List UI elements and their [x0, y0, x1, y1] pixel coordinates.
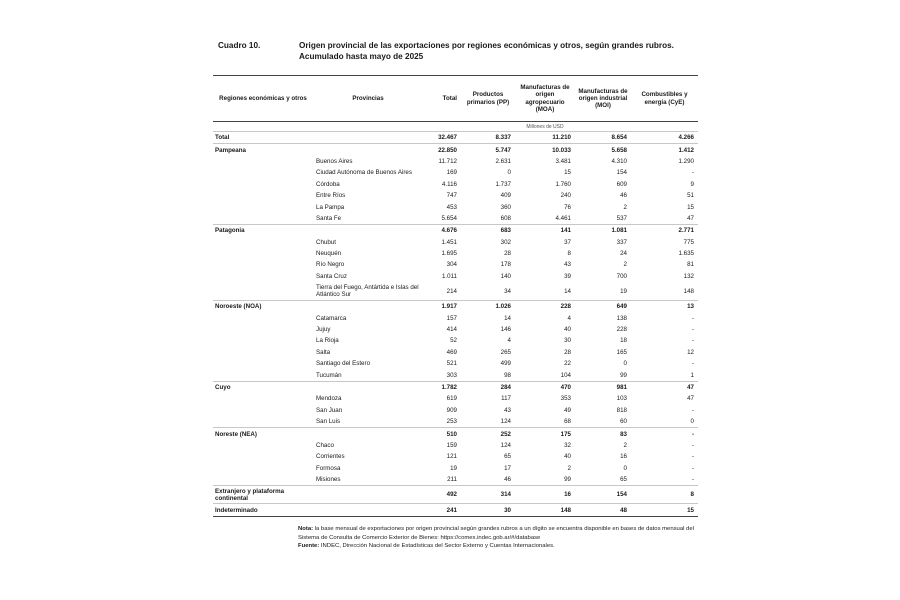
cell-moi: 337: [616, 238, 627, 246]
province-row: [213, 167, 698, 178]
cell-moa: 228: [515, 301, 575, 313]
cell-total: 241: [423, 504, 461, 516]
cell-cye: 51: [687, 192, 694, 200]
cell-total: 159: [446, 441, 457, 449]
cell-total: 453: [446, 203, 457, 211]
cell-moi: 700: [616, 272, 627, 280]
cell-region: [213, 335, 313, 346]
cell-pp: 1.737: [495, 180, 511, 188]
cell-province: Tucumán: [316, 371, 342, 379]
cell-region: Noroeste (NOA): [213, 301, 313, 313]
cell-moi: 165: [616, 348, 627, 356]
cell-moi: 99: [620, 371, 627, 379]
cell-pp: 302: [500, 238, 511, 246]
cell-moa: 10.033: [515, 144, 575, 156]
header-moi: Manufacturas de origen industrial (MOI): [575, 76, 631, 122]
cell-pp: 4: [507, 337, 511, 345]
cell-moa: 39: [564, 272, 571, 280]
header-total: Total: [423, 76, 461, 122]
province-row: [213, 451, 698, 462]
cell-moi: 2: [623, 203, 627, 211]
cell-region: [213, 282, 313, 301]
cell-pp: 14: [504, 314, 511, 322]
table-body: [213, 132, 698, 517]
province-row: [213, 405, 698, 416]
header-cye: Combustibles y energía (CyE): [631, 76, 698, 122]
cell-moa: 4.461: [555, 214, 571, 222]
cell-moi: 818: [616, 406, 627, 414]
cell-moa: 353: [560, 395, 571, 403]
province-row: [213, 335, 698, 346]
cell-region: [213, 167, 313, 178]
cell-moi: 65: [620, 476, 627, 484]
cell-moi: 5.658: [575, 144, 631, 156]
cell-moa: 175: [515, 428, 575, 440]
cell-total: 11.712: [438, 157, 457, 165]
cell-province: La Rioja: [316, 337, 339, 345]
cell-cye: 47: [687, 395, 694, 403]
cell-province: San Luis: [316, 418, 341, 426]
cell-total: 19: [450, 464, 457, 472]
cell-total: 521: [446, 360, 457, 368]
caption-title-line2: Acumulado hasta mayo de 2025: [299, 52, 424, 61]
cell-cye: -: [691, 169, 694, 177]
cell-moa: 30: [564, 337, 571, 345]
header-region: Regiones económicas y otros: [213, 76, 313, 122]
cell-moi: 46: [620, 192, 627, 200]
cell-region: [213, 259, 313, 270]
cell-total: 1.451: [441, 238, 457, 246]
cell-cye: 1.635: [678, 250, 694, 258]
province-row: [213, 201, 698, 212]
cell-cye: -: [691, 441, 694, 449]
cell-moa: 22: [564, 360, 571, 368]
cell-province: Salta: [316, 348, 331, 356]
caption-title-line1: Origen provincial de las exportaciones por regiones económicas y otros, según grandes rubros.: [299, 41, 674, 50]
cell-total: 5.654: [441, 214, 457, 222]
cell-moi: 2: [623, 261, 627, 269]
cell-moa: 15: [564, 169, 571, 177]
cell-pp: 124: [500, 441, 511, 449]
cell-cye: 2.771: [631, 225, 698, 237]
cell-total: 169: [446, 169, 457, 177]
cell-region: [213, 156, 313, 167]
cell-province: Santiago del Estero: [316, 360, 371, 368]
cell-cye: 148: [683, 287, 694, 295]
cell-pp: 409: [500, 192, 511, 200]
cell-total: 157: [446, 314, 457, 322]
cell-cye: 1: [690, 371, 694, 379]
table-header: [213, 76, 698, 132]
cell-moi: 649: [575, 301, 631, 313]
cell-region: Pampeana: [213, 144, 313, 156]
cell-region: [213, 405, 313, 416]
cell-moi: 8.654: [575, 132, 631, 144]
cell-region: [213, 347, 313, 358]
province-row: [213, 248, 698, 259]
cell-province: [313, 225, 423, 237]
cell-moi: 1.081: [575, 225, 631, 237]
cell-pp: 65: [504, 453, 511, 461]
cell-cye: 13: [631, 301, 698, 313]
province-row: [213, 190, 698, 201]
cell-province: Catamarca: [316, 314, 347, 322]
cell-pp: 30: [461, 504, 515, 516]
cell-cye: 15: [687, 203, 694, 211]
cell-province: [313, 381, 423, 393]
cell-total: 303: [446, 371, 457, 379]
cell-region: [213, 312, 313, 323]
province-row: [213, 312, 698, 323]
cell-cye: 9: [690, 180, 694, 188]
cell-province: San Juan: [316, 406, 343, 414]
cell-pp: 284: [461, 381, 515, 393]
caption-number: Cuadro 10.: [218, 41, 261, 50]
cell-cye: -: [691, 314, 694, 322]
cell-cye: -: [691, 337, 694, 345]
cell-moi: 60: [620, 418, 627, 426]
cell-cye: 47: [631, 381, 698, 393]
cell-cye: -: [691, 326, 694, 334]
cell-province: Jujuy: [316, 326, 331, 334]
cell-region: Total: [213, 132, 313, 144]
cell-moi: 138: [616, 314, 627, 322]
cell-total: 4.676: [423, 225, 461, 237]
caption-title: [299, 40, 699, 62]
cell-province: Neuquén: [316, 250, 342, 258]
cell-total: 211: [447, 476, 457, 484]
cell-province: Santa Fe: [316, 214, 342, 222]
cell-moa: 8: [567, 250, 571, 258]
cell-pp: 1.026: [461, 301, 515, 313]
note-paragraph: [298, 525, 698, 542]
cell-pp: 8.337: [461, 132, 515, 144]
cell-region: [213, 179, 313, 190]
cell-total: 214: [446, 287, 457, 295]
province-row: [213, 324, 698, 335]
cell-moi: 16: [620, 453, 627, 461]
cell-region: [213, 237, 313, 248]
province-row: [213, 440, 698, 451]
cell-total: 510: [423, 428, 461, 440]
cell-moi: 609: [616, 180, 627, 188]
cell-moi: 2: [623, 441, 627, 449]
province-row: [213, 358, 698, 369]
cell-pp: 265: [500, 348, 511, 356]
cell-province: Tierra del Fuego, Antártida e Islas del Atlántico Sur: [316, 284, 419, 299]
region-row: [213, 225, 698, 237]
cell-province: [313, 144, 423, 156]
cell-province: Santa Cruz: [316, 272, 347, 280]
cell-total: 469: [446, 348, 457, 356]
cell-pp: 124: [500, 418, 511, 426]
source-text: INDEC, Dirección Nacional de Estadísticas del Sector Externo y Cuentas Internacionales.: [319, 543, 555, 549]
cell-total: 1.782: [423, 381, 461, 393]
cell-total: 619: [446, 395, 457, 403]
cell-cye: -: [691, 464, 694, 472]
cell-region: [213, 190, 313, 201]
cell-moa: 148: [515, 504, 575, 516]
cell-cye: -: [631, 428, 698, 440]
cell-cye: -: [691, 406, 694, 414]
cell-region: Noreste (NEA): [213, 428, 313, 440]
cell-pp: 140: [500, 272, 511, 280]
province-row: [213, 259, 698, 270]
cell-pp: 314: [461, 486, 515, 504]
cell-total: 492: [423, 486, 461, 504]
province-row: [213, 369, 698, 381]
cell-region: [213, 416, 313, 428]
province-row: [213, 156, 698, 167]
cell-moi: 154: [575, 486, 631, 504]
cell-moa: 3.481: [555, 157, 571, 165]
cell-region: Cuyo: [213, 381, 313, 393]
cell-province: [313, 132, 423, 144]
cell-cye: 1.290: [678, 157, 694, 165]
cell-total: 121: [446, 453, 457, 461]
cell-total: 4.116: [441, 180, 457, 188]
cell-total: 1.695: [441, 250, 457, 258]
province-row: [213, 237, 698, 248]
region-row: [213, 301, 698, 313]
cell-moi: 24: [620, 250, 627, 258]
cell-moa: 76: [564, 203, 571, 211]
cell-moa: 68: [564, 418, 571, 426]
cell-region: [213, 451, 313, 462]
cell-province: Ciudad Autónoma de Buenos Aires: [316, 169, 412, 177]
province-row: [213, 463, 698, 474]
units-label: Millones de USD: [515, 122, 575, 132]
cell-province: [313, 486, 423, 504]
cell-moi: 537: [616, 214, 627, 222]
cell-moa: 1.760: [555, 180, 571, 188]
cell-province: Chaco: [316, 441, 334, 449]
cell-pp: 146: [500, 326, 511, 334]
cell-total: 747: [446, 192, 457, 200]
cell-moa: 40: [564, 326, 571, 334]
cell-moi: 0: [623, 360, 627, 368]
cell-pp: 2.631: [495, 157, 511, 165]
cell-province: [313, 301, 423, 313]
cell-province: Corrientes: [316, 453, 345, 461]
cell-province: Formosa: [316, 464, 341, 472]
cell-moa: 32: [564, 441, 571, 449]
cell-region: Extranjero y plataforma continental: [213, 486, 313, 504]
cell-total: 22.850: [423, 144, 461, 156]
note-url[interactable]: https://comex.indec.gob.ar/#/database: [440, 534, 541, 541]
cell-moi: 83: [575, 428, 631, 440]
cell-pp: 28: [504, 250, 511, 258]
exports-table-container: [213, 75, 698, 517]
cell-region: [213, 248, 313, 259]
cell-moa: 104: [560, 371, 571, 379]
cell-moi: 154: [616, 169, 627, 177]
cell-cye: 4.266: [631, 132, 698, 144]
cell-moi: 0: [623, 464, 627, 472]
cell-moa: 14: [564, 287, 571, 295]
cell-province: Buenos Aires: [316, 157, 353, 165]
region-row: [213, 504, 698, 516]
cell-region: [213, 324, 313, 335]
region-row: [213, 428, 698, 440]
cell-pp: 178: [500, 261, 511, 269]
province-row: [213, 282, 698, 301]
cell-cye: -: [691, 453, 694, 461]
cell-pp: 117: [501, 395, 511, 403]
cell-cye: 132: [683, 272, 694, 280]
province-row: [213, 213, 698, 225]
province-row: [213, 271, 698, 282]
cell-pp: 252: [461, 428, 515, 440]
cell-moa: 4: [567, 314, 571, 322]
cell-province: Río Negro: [316, 261, 345, 269]
cell-cye: 8: [631, 486, 698, 504]
exports-table: [213, 75, 698, 517]
cell-moi: 981: [575, 381, 631, 393]
cell-moa: 16: [515, 486, 575, 504]
cell-province: La Pampa: [316, 203, 345, 211]
cell-region: [213, 393, 313, 404]
cell-region: [213, 474, 313, 486]
cell-cye: 1.412: [631, 144, 698, 156]
cell-moa: 141: [515, 225, 575, 237]
cell-moa: 43: [564, 261, 571, 269]
note-text: la base mensual de exportaciones por origen provincial según grandes rubros a un dígito se encuentra disponible en bases de datos mensual del Sistema de Consulta de Comercio Exterior de Bienes:: [298, 526, 694, 541]
cell-province: Córdoba: [316, 180, 340, 188]
cell-province: Entre Ríos: [316, 192, 346, 200]
cell-cye: -: [691, 360, 694, 368]
cell-province: [313, 428, 423, 440]
cell-pp: 360: [500, 203, 511, 211]
cell-moa: 49: [564, 406, 571, 414]
cell-moa: 40: [564, 453, 571, 461]
cell-total: 1.011: [441, 272, 457, 280]
region-row: [213, 132, 698, 144]
cell-moi: 103: [616, 395, 627, 403]
header-pp: Productos primarios (PP): [461, 76, 515, 122]
cell-moa: 99: [564, 476, 571, 484]
cell-moi: 19: [620, 287, 627, 295]
province-row: [213, 393, 698, 404]
province-row: [213, 347, 698, 358]
province-row: [213, 474, 698, 486]
cell-region: [213, 440, 313, 451]
cell-total: 1.917: [423, 301, 461, 313]
cell-moa: 11.210: [515, 132, 575, 144]
cell-region: Indeterminado: [213, 504, 313, 516]
cell-pp: 43: [504, 406, 511, 414]
cell-province: Mendoza: [316, 395, 342, 403]
source-label: Fuente:: [298, 543, 320, 549]
region-row: [213, 144, 698, 156]
cell-total: 52: [450, 337, 457, 345]
cell-moa: 28: [564, 348, 571, 356]
province-row: [213, 416, 698, 428]
cell-pp: 98: [504, 371, 511, 379]
cell-pp: 34: [504, 287, 511, 295]
region-row: [213, 381, 698, 393]
cell-pp: 683: [461, 225, 515, 237]
cell-total: 414: [446, 326, 457, 334]
cell-pp: 608: [500, 214, 511, 222]
cell-moa: 240: [560, 192, 571, 200]
table-note: [298, 525, 698, 551]
cell-total: 32.467: [423, 132, 461, 144]
cell-moa: 470: [515, 381, 575, 393]
province-row: [213, 179, 698, 190]
cell-moi: 4.310: [611, 157, 627, 165]
cell-moa: 37: [564, 238, 571, 246]
header-province: Provincias: [313, 76, 423, 122]
cell-cye: 47: [687, 214, 694, 222]
header-moa: Manufacturas de origen agropecuario (MOA): [515, 76, 575, 122]
cell-total: 253: [446, 418, 457, 426]
cell-cye: 81: [687, 261, 694, 269]
cell-pp: 499: [500, 360, 511, 368]
region-row: [213, 486, 698, 504]
cell-pp: 17: [504, 464, 511, 472]
cell-cye: 12: [687, 348, 694, 356]
cell-region: [213, 358, 313, 369]
cell-cye: 775: [683, 238, 694, 246]
cell-region: [213, 463, 313, 474]
cell-pp: 5.747: [461, 144, 515, 156]
cell-pp: 46: [504, 476, 511, 484]
cell-province: Misiones: [316, 476, 341, 484]
cell-cye: 15: [631, 504, 698, 516]
cell-moi: 228: [616, 326, 627, 334]
cell-moi: 18: [620, 337, 627, 345]
cell-province: [313, 504, 423, 516]
cell-pp: 0: [507, 169, 511, 177]
cell-region: Patagonia: [213, 225, 313, 237]
cell-cye: 0: [690, 418, 694, 426]
cell-region: [213, 201, 313, 212]
source-paragraph: [298, 542, 698, 551]
cell-region: [213, 271, 313, 282]
cell-moi: 48: [575, 504, 631, 516]
cell-cye: -: [691, 476, 694, 484]
note-label: Nota:: [298, 526, 314, 532]
cell-province: Chubut: [316, 238, 336, 246]
cell-total: 304: [446, 261, 457, 269]
cell-region: [213, 369, 313, 381]
cell-region: [213, 213, 313, 225]
cell-total: 909: [446, 406, 457, 414]
cell-moa: 2: [567, 464, 571, 472]
